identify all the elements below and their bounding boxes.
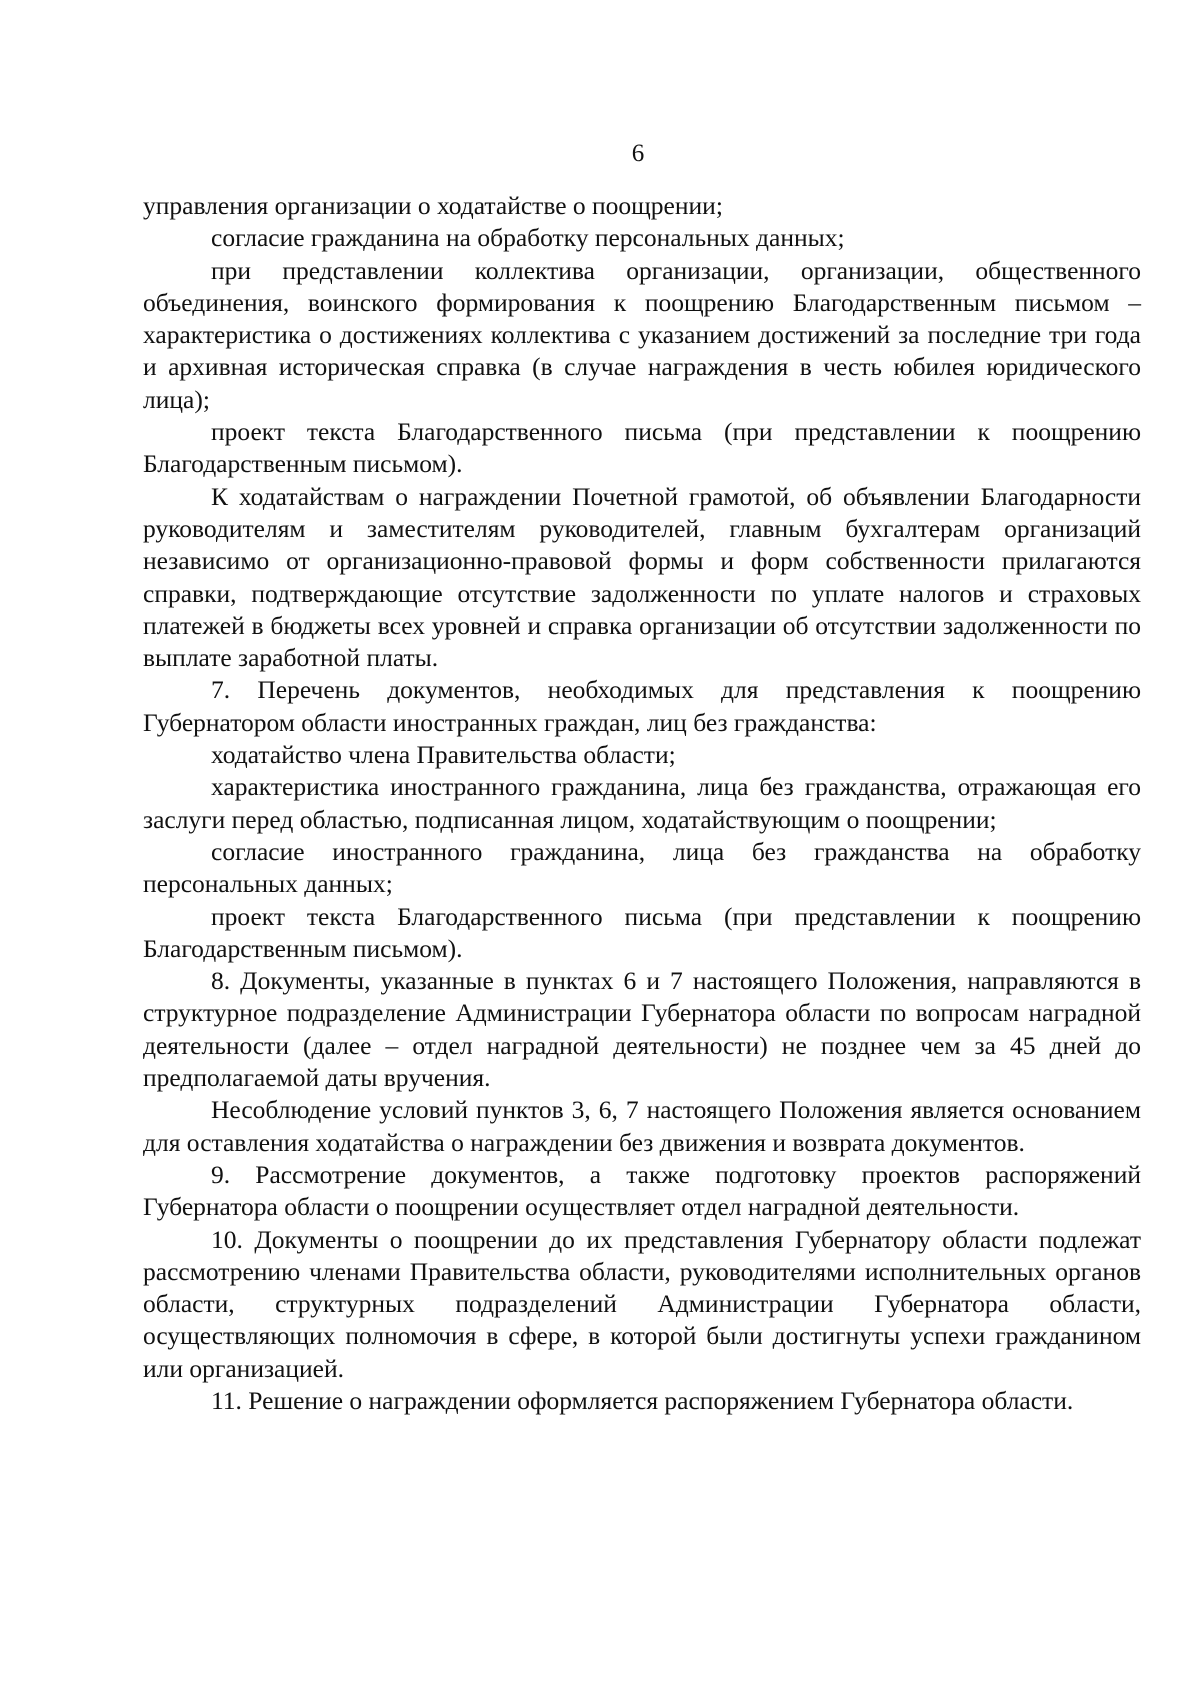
paragraph-10: проект текста Благодарственного письма (при представлении к поощрению Благодарственным письмом). <box>143 901 1141 963</box>
paragraph-5: К ходатайствам о награждении Почетной грамотой, об объявлении Благодарности руководителям и заместителям руководителей, главным бухгалтерам организаций независимо от организационно-правовой формы и форм собственности прилагаются справки, подтверждающие отсутствие задолженности по уплате налогов и страховых платежей в бюджеты всех уровней и справка организации об отсутствии задолженности по выплате заработной платы. <box>143 481 1141 673</box>
paragraph-12: Несоблюдение условий пунктов 3, 6, 7 настоящего Положения является основанием для оставления ходатайства о награждении без движения и возврата документов. <box>143 1095 1141 1157</box>
paragraph-8: характеристика иностранного гражданина, лица без гражданства, отражающая его заслуги перед областью, подписанная лицом, ходатайствующим о поощрении; <box>143 772 1141 834</box>
paragraph-9: согласие иностранного гражданина, лица без гражданства на обработку персональных данных; <box>143 836 1141 899</box>
paragraph-14: 10. Документы о поощрении до их представления Губернатору области подлежат рассмотрению членами Правительства области, руководителями исполнительных органов области, структурных подразделений Администрации Губернатора области, осуществляющих полномочия в сфере, в которой были достигнуты успехи гражданином или организацией. <box>143 1224 1141 1383</box>
document-body <box>143 190 1141 1417</box>
paragraph-1: управления организации о ходатайстве о поощрении; <box>143 191 723 220</box>
page-number: 6 <box>631 140 645 167</box>
paragraph-4: проект текста Благодарственного письма (при представлении к поощрению Благодарственным письмом). <box>143 417 1141 479</box>
paragraph-2: согласие гражданина на обработку персональных данных; <box>211 223 845 253</box>
paragraph-13: 9. Рассмотрение документов, а также подготовку проектов распоряжений Губернатора области о поощрении осуществляет отдел наградной деятельности. <box>143 1159 1141 1222</box>
paragraph-6: 7. Перечень документов, необходимых для представления к поощрению Губернатором области иностранных граждан, лиц без гражданства: <box>143 675 1141 737</box>
paragraph-15: 11. Решение о награждении оформляется распоряжением Губернатора области. <box>211 1385 1074 1415</box>
paragraph-7: ходатайство члена Правительства области; <box>211 740 676 770</box>
paragraph-3: при представлении коллектива организации, организации, общественного объединения, воинского формирования к поощрению Благодарственным письмом – характеристика о достижениях коллектива с указанием достижений за последние три года и архивная историческая справка (в случае награждения в честь юбилея юридического лица); <box>143 255 1141 414</box>
paragraph-11: 8. Документы, указанные в пунктах 6 и 7 настоящего Положения, направляются в структурное подразделение Администрации Губернатора области по вопросам наградной деятельности (далее – отдел наградной деятельности) не позднее чем за 45 дней до предполагаемой даты вручения. <box>143 966 1141 1093</box>
